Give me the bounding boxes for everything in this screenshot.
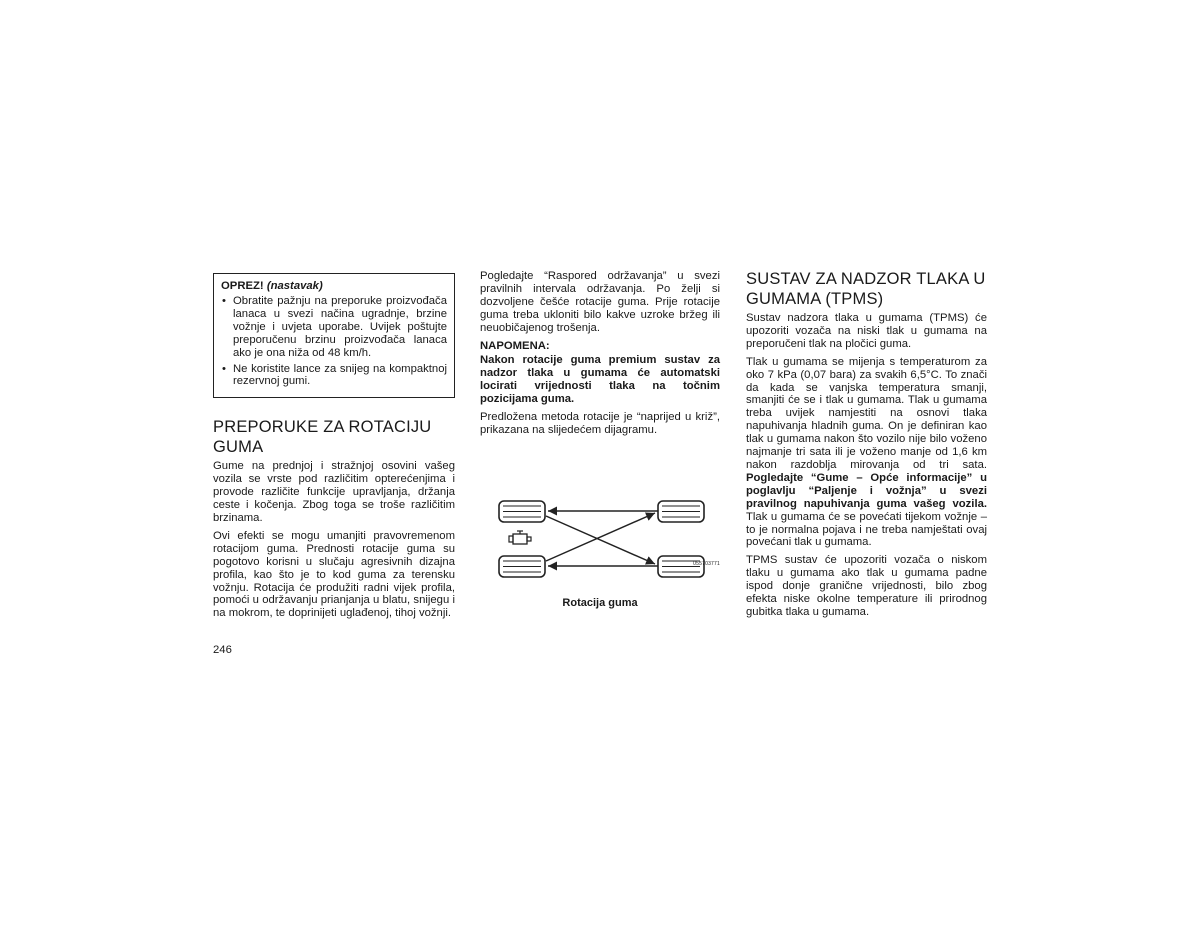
tpms-paragraph-part: Tlak u gumama se mijenja s temperaturom za oko 7 kPa (0,07 bara) za svakih 6,5°C. To znači da kada se vanjska temperatura smanji, smanjiti će se i tlak u gumama. Tlak u gumama treba uvijek namjestiti na osnovi tlaka napuhivanja hladnih guma. On je definiran kao tlak u gumama nakon što vozilo nije bilo voženo najmanje tri sata ili je voženo manje od 1,6 km nakon razdoblja mirovanja od tri sata. [746, 355, 987, 471]
caution-title [221, 280, 447, 292]
caution-item: • Obratite pažnju na preporuke proizvođača lanaca u svezi načina ugradnje, brzine vožnje i uvjeta uporabe. Uvijek poštujte preporučenu brzinu proizvođača lanaca ako je ona niža od 48 km/h. [221, 295, 447, 360]
caution-list [221, 295, 447, 388]
arrow-front-left-to-rear-right [546, 516, 655, 564]
tpms-paragraph-reference: Pogledajte “Gume – Opće informacije” u poglavlju “Paljenje i vožnja” u svezi pravilnog napuhivanja guma vašeg vozila. [746, 471, 987, 510]
caution-box [213, 273, 455, 398]
figure-caption: Rotacija guma [562, 596, 638, 609]
tpms-paragraph-part: Tlak u gumama će se povećati tijekom vožnje – to je normalna pojava i ne treba namještati ovaj povećani tlak u gumama. [746, 510, 987, 549]
column-left [213, 270, 455, 625]
arrow-rear-left-to-front-right [546, 513, 655, 561]
tpms-paragraph: TPMS sustav će upozoriti vozača o niskom tlaku u gumama ako tlak u gumama padne ispod donje granične vrijednosti, bilo zbog efekta niske okolne temperature ili prirodnog gubitka tlaka u gumama. [746, 554, 987, 618]
tpms-paragraph [746, 356, 987, 550]
note-label: NAPOMENA: [480, 339, 550, 352]
tire-rear-left-icon [499, 556, 545, 577]
rotation-paragraph: Gume na prednjoj i stražnjoj osovini vašeg vozila se vrste pod različitim opterećenjima i provode različite funkcije upravljanja, držanja ceste i kočenja. Zbog toga se troše različitim brzinama. [213, 460, 455, 524]
figure-code: 055703771 [693, 560, 720, 567]
column-middle [480, 270, 720, 609]
tire-front-right-icon [658, 501, 704, 522]
rotation-diagram [480, 447, 720, 597]
rotation-paragraph: Ovi efekti se mogu umanjiti pravovremenom rotacijom guma. Prednosti rotacije guma su pogotovo korisni u slučaju agresivnih dizajna profila, kao što je to kod guma za terensku vožnju. Rotacija će produžiti radni vijek profila, pomoći u održavanju prianjanja u blatu, snijegu i na mokrom, te doprinijeti uglađenoj, tihoj vožnji. [213, 529, 455, 620]
column-right [746, 270, 987, 624]
note-text: Nakon rotacije guma premium sustav za nadzor tlaka u gumama će automatski locirati vrijednosti tlaka na točnim pozicijama guma. [480, 354, 720, 406]
rotation-heading: PREPORUKE ZA ROTACIJU GUMA [213, 418, 432, 456]
tpms-heading: SUSTAV ZA NADZOR TLAKA U GUMAMA (TPMS) [746, 270, 986, 308]
rotation-diagram-svg [480, 447, 720, 597]
tpms-paragraph: Sustav nadzora tlaka u gumama (TPMS) će upozoriti vozača na niski tlak u gumama na preporučeni tlak na pločici guma. [746, 312, 987, 350]
rotation-paragraph: Predložena metoda rotacije je “naprijed u križ”, prikazana na slijedećem dijagramu. [480, 411, 720, 436]
caution-title-main: OPREZ! [221, 280, 264, 292]
rotation-paragraph: Pogledajte “Raspored održavanja” u svezi pravilnih intervala održavanja. Po želji si dozvoljene češće rotacije guma. Prije rotacije guma treba ukloniti bilo kakve uzroke bržeg ili neuobičajenog trošenja. [480, 270, 720, 334]
engine-icon [509, 531, 531, 544]
caution-title-suffix: (nastavak) [266, 280, 323, 292]
tire-front-left-icon [499, 501, 545, 522]
caution-item: • Ne koristite lance za snijeg na kompaktnoj rezervnoj gumi. [221, 363, 447, 389]
page-number: 246 [213, 644, 232, 656]
